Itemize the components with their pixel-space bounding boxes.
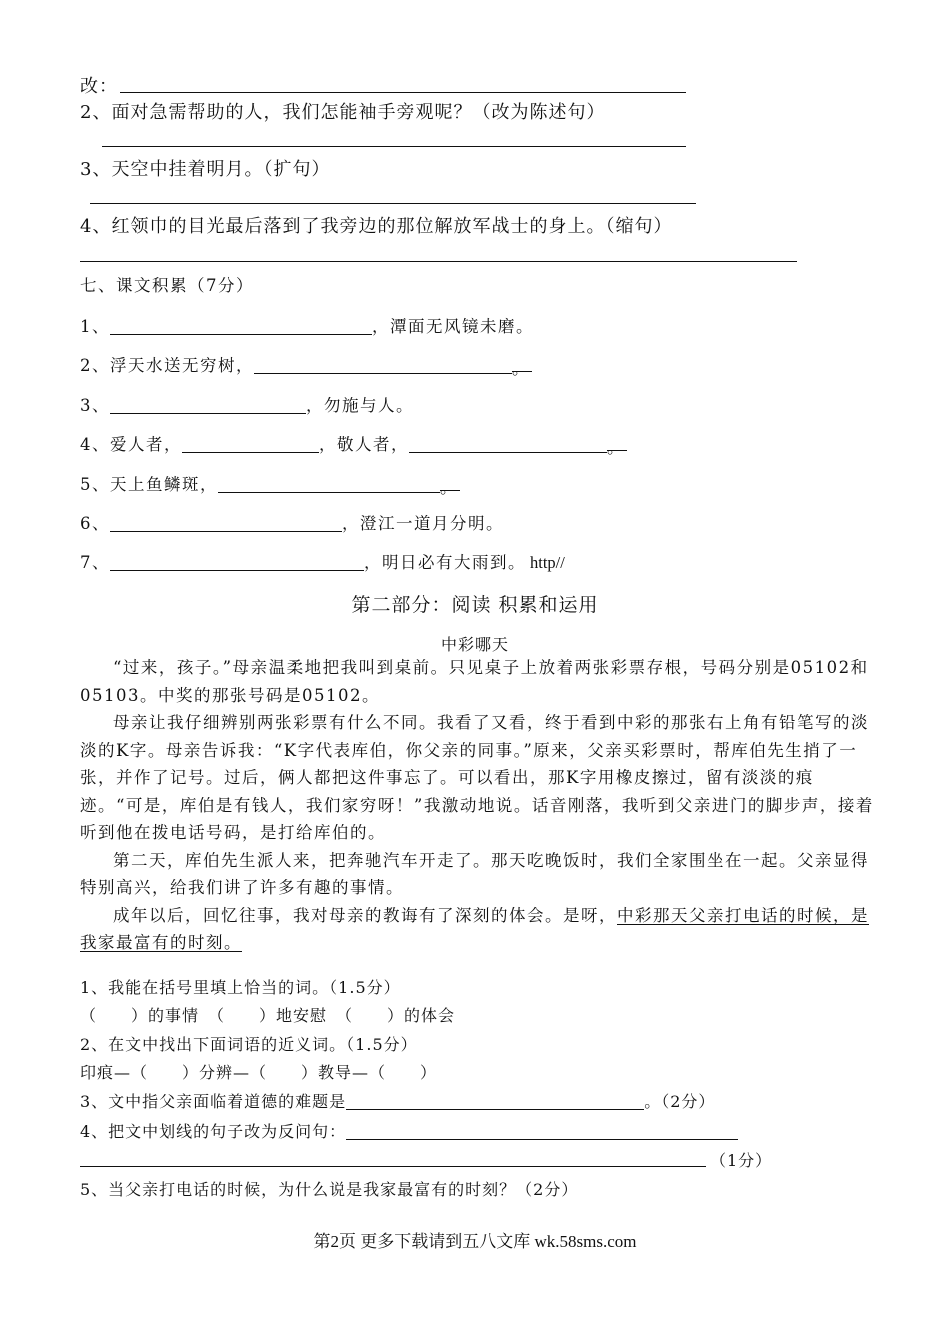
reading-q2-fill[interactable]: 印痕—（ ）分辨—（ ）教导—（ ） xyxy=(80,1063,438,1082)
question-2: 2、面对急需帮助的人，我们怎能袖手旁观呢？（改为陈述句） xyxy=(80,102,606,123)
reading-q4: 4、把文中划线的句子改为反问句： xyxy=(80,1119,738,1142)
fill-blank[interactable] xyxy=(110,318,372,335)
answer-line[interactable] xyxy=(90,203,696,204)
url-fragment: http// xyxy=(530,553,565,572)
fill-blank[interactable] xyxy=(254,357,512,374)
story-body xyxy=(80,654,875,957)
poem-item-6: 6、 ，澄江一道月分明。 xyxy=(80,514,504,533)
part-2-heading: 第二部分：阅读 积累和运用 xyxy=(351,594,599,616)
fill-blank[interactable] xyxy=(409,436,607,453)
story-paragraph-1: “过来，孩子。”母亲温柔地把我叫到桌前。只见桌子上放着两张彩票存根，号码分别是05102和05103。中奖的那张号码是05102。 xyxy=(80,658,869,705)
page-footer: 第2页 更多下载请到五八文库 wk.58sms.com xyxy=(313,1232,637,1251)
fill-blank[interactable] xyxy=(110,515,342,532)
answer-line[interactable] xyxy=(80,261,797,262)
section-7-title: 七、课文积累（7分） xyxy=(80,276,254,295)
poem-item-3: 3、 ，勿施与人。 xyxy=(80,396,414,415)
gai-label: 改： xyxy=(80,76,118,97)
question-4: 4、红领巾的目光最后落到了我旁边的那位解放军战士的身上。（缩句） xyxy=(80,216,673,237)
reading-q3: 3、文中指父亲面临着道德的难题是 。（2分） xyxy=(80,1092,716,1111)
fill-blank-end: 。 xyxy=(512,355,532,372)
reading-q1: 1、我能在括号里填上恰当的词。（1.5分） xyxy=(80,978,401,997)
story-paragraph-4: 成年以后，回忆往事，我对母亲的教诲有了深刻的体会。是呀，中彩那天父亲打电话的时候，是我家最富有的时刻。 xyxy=(80,905,869,952)
question-3: 3、天空中挂着明月。（扩句） xyxy=(80,159,331,180)
reading-q2: 2、在文中找出下面词语的近义词。（1.5分） xyxy=(80,1035,418,1054)
answer-line[interactable] xyxy=(102,146,686,147)
poem-item-1: 1、 ，潭面无风镜未磨。 xyxy=(80,317,534,336)
story-paragraph-2: 母亲让我仔细辨别两张彩票有什么不同。我看了又看，终于看到中彩的那张右上角有铅笔写的淡淡的K字。母亲告诉我：“K字代表库伯，你父亲的同事。”原来，父亲买彩票时，帮库伯先生捎了一张，并作了记号。过后，俩人都把这件事忘了。可以看出，那K字用橡皮擦过，留有淡淡的痕迹。“可是，库伯是有钱人，我们家穷呀！”我激动地说。话音刚落，我听到父亲进门的脚步声，接着听到他在拨电话号码，是打给库伯的。 xyxy=(80,713,874,842)
answer-line[interactable] xyxy=(80,1166,706,1167)
fill-blank-end: 。 xyxy=(607,434,627,451)
fill-blank[interactable] xyxy=(218,476,440,493)
poem-item-2: 2、浮天水送无穷树， 。 xyxy=(80,356,530,378)
gai-line xyxy=(80,72,118,98)
fill-blank-end: 。 xyxy=(440,474,460,491)
reading-q5: 5、当父亲打电话的时候，为什么说是我家最富有的时刻？（2分） xyxy=(80,1180,579,1199)
poem-item-4: 4、爱人者， ，敬人者， 。 xyxy=(80,435,625,457)
reading-q4-score: （1分） xyxy=(710,1151,773,1170)
underlined-sentence: 中彩那天父亲打电话的时候，是我家最富有的时刻。 xyxy=(80,905,869,952)
story-paragraph-3: 第二天，库伯先生派人来，把奔驰汽车开走了。那天吃晚饭时，我们全家围坐在一起。父亲显得特别高兴，给我们讲了许多有趣的事情。 xyxy=(80,850,869,897)
answer-line[interactable] xyxy=(346,1123,738,1140)
poem-item-7: 7、 ，明日必有大雨到。 http// xyxy=(80,553,565,572)
poem-item-5: 5、天上鱼鳞斑， 。 xyxy=(80,475,458,497)
reading-q1-fill[interactable]: （ ）的事情 （ ）地安慰 （ ）的体会 xyxy=(80,1006,456,1025)
fill-blank[interactable] xyxy=(182,436,319,453)
fill-blank[interactable] xyxy=(110,554,364,571)
fill-blank[interactable] xyxy=(110,397,306,414)
answer-line[interactable] xyxy=(346,1093,644,1110)
answer-line[interactable] xyxy=(120,92,686,93)
story-title: 中彩哪天 xyxy=(440,635,509,654)
